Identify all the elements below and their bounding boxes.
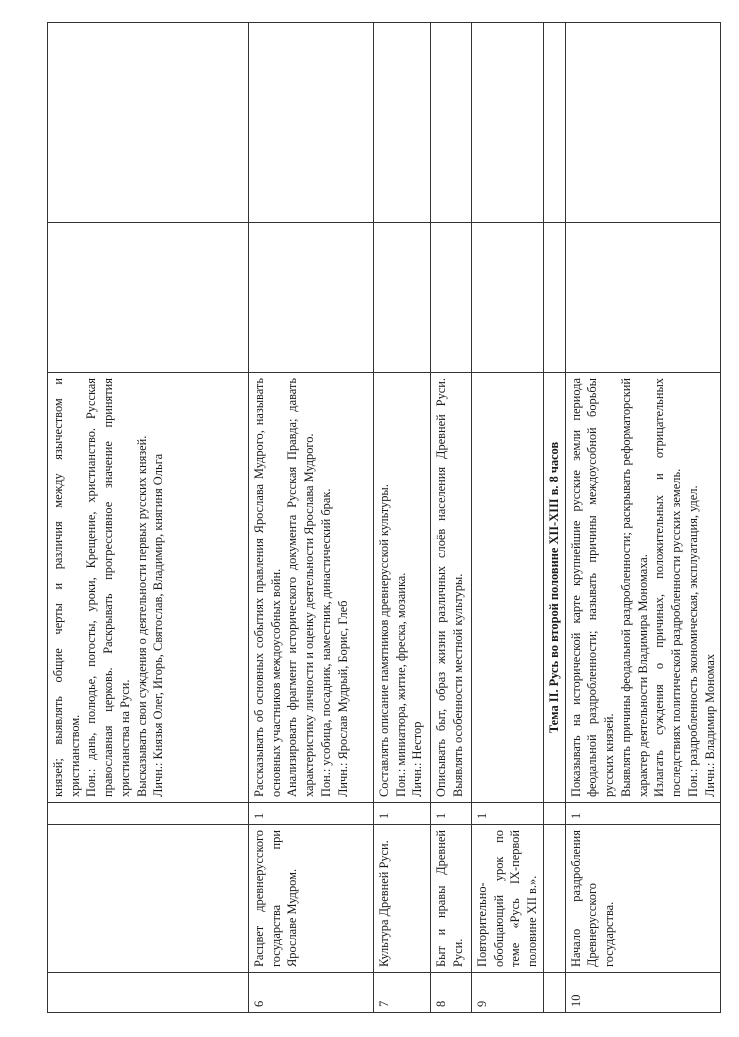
activities-cell (249, 373, 374, 803)
empty-cell (565, 23, 721, 223)
empty-cell (543, 803, 565, 825)
table-row-lesson-7 (374, 23, 431, 1013)
table-row-lesson-10 (565, 23, 721, 1013)
lesson-number: 8 (431, 973, 472, 1013)
lesson-topic: Повторительно-обобщающий урок по теме «Русь IX-первой половине XII в.». (472, 825, 544, 973)
activity-line: Выявлять причины феодальной раздробленности; раскрывать реформаторский характер деятельности Владимира Мономаха. (618, 378, 650, 797)
empty-cell (565, 223, 721, 373)
lesson-number: 7 (374, 973, 431, 1013)
table-row-lesson-8 (431, 23, 472, 1013)
activities-cell (472, 373, 544, 803)
empty-cell (472, 23, 544, 223)
table-row-lesson-6 (249, 23, 374, 1013)
activities-cell (431, 373, 472, 803)
lesson-number: 10 (565, 973, 721, 1013)
section-header-row (543, 23, 565, 1013)
activity-line: Рассказывать об основных событиях правления Ярослава Мудрого, называть основных участников междоусобных войн. (252, 378, 283, 797)
lesson-topic: Быт и нравы Древней Руси. (431, 825, 472, 973)
lesson-topic-cell (48, 825, 249, 973)
activity-line: князей; выявлять общие черты и различия между язычеством и христианством. (51, 378, 82, 797)
lesson-hours: 1 (374, 803, 431, 825)
lesson-hours: 1 (249, 803, 374, 825)
concepts-line: Пон.: миниатюра, житие, фреска, мозаика. (393, 572, 408, 797)
empty-cell (543, 825, 565, 973)
activities-cell (48, 373, 249, 803)
lesson-number: 6 (249, 973, 374, 1013)
activity-line: Излагать суждения о причинах, положительных и отрицательных последствиях политической раздробленности русских земель. (652, 378, 684, 797)
personalities-line: Личн.: Нестор (410, 721, 425, 797)
empty-cell (543, 223, 565, 373)
empty-cell (543, 23, 565, 223)
hours-cell (48, 803, 249, 825)
empty-cell (543, 973, 565, 1013)
lesson-number: 9 (472, 973, 544, 1013)
lesson-number-cell (48, 973, 249, 1013)
empty-cell (374, 223, 431, 373)
table-row-lesson-9 (472, 23, 544, 1013)
lesson-topic: Расцвет древнерусского государства при Ярославе Мудром. (249, 825, 374, 973)
personalities-line: Личн.: Князья Олег, Игорь, Святослав, Владимир, княгиня Ольга (151, 453, 166, 797)
activities-cell (374, 373, 431, 803)
concepts-line: Пон.: усобица, посадник, наместник, династический брак. (318, 488, 333, 797)
empty-cell (249, 23, 374, 223)
lesson-topic: Начало раздробления Древнерусского государства. (565, 825, 721, 973)
empty-cell (48, 223, 249, 373)
activity-line: Пон.: дань, полюдье, погосты, уроки, Крещение, христианство. Русская православная церковь. Раскрывать прогрессивное значение принятия христианства на Руси. (84, 378, 132, 797)
personalities-line: Личн.: Владимир Мономах (702, 653, 717, 797)
activities-cell (565, 373, 721, 803)
concepts-line: Пон.: раздробленность экономическая, эксплуатация, удел. (685, 485, 700, 797)
lesson-hours: 1 (472, 803, 544, 825)
empty-cell (374, 23, 431, 223)
empty-cell (431, 223, 472, 373)
lesson-plan-table (47, 22, 721, 1013)
activity-line: Составлять описание памятников древнерусской культуры. (377, 484, 391, 797)
lesson-hours: 1 (431, 803, 472, 825)
table-row-continued (48, 23, 249, 1013)
lesson-topic: Культура Древней Руси. (374, 825, 431, 973)
activity-line: Показывать на исторической карте крупнейшие русские земли периода феодальной раздробленности; называть причины междоусобной борьбы русских князей. (568, 378, 617, 797)
personalities-line: Личн.: Ярослав Мудрый, Борис, Глеб (335, 600, 350, 797)
empty-cell (431, 23, 472, 223)
section-title: Тема II. Русь во второй половине XII-XIII в. 8 часов (543, 373, 565, 803)
empty-cell (249, 223, 374, 373)
activity-line: Описывать быт, образ жизни различных слоёв населения Древней Руси. Выявлять особенности местной культуры. (434, 378, 465, 797)
activity-line: Высказывать свои суждения о деятельности первых русских князей. (134, 435, 149, 797)
activity-line: Анализировать фрагмент исторического документа Русская Правда; давать характеристику личности и оценку деятельности Ярослава Мудрого. (285, 378, 317, 797)
empty-cell (48, 23, 249, 223)
empty-cell (472, 223, 544, 373)
lesson-hours: 1 (565, 803, 721, 825)
